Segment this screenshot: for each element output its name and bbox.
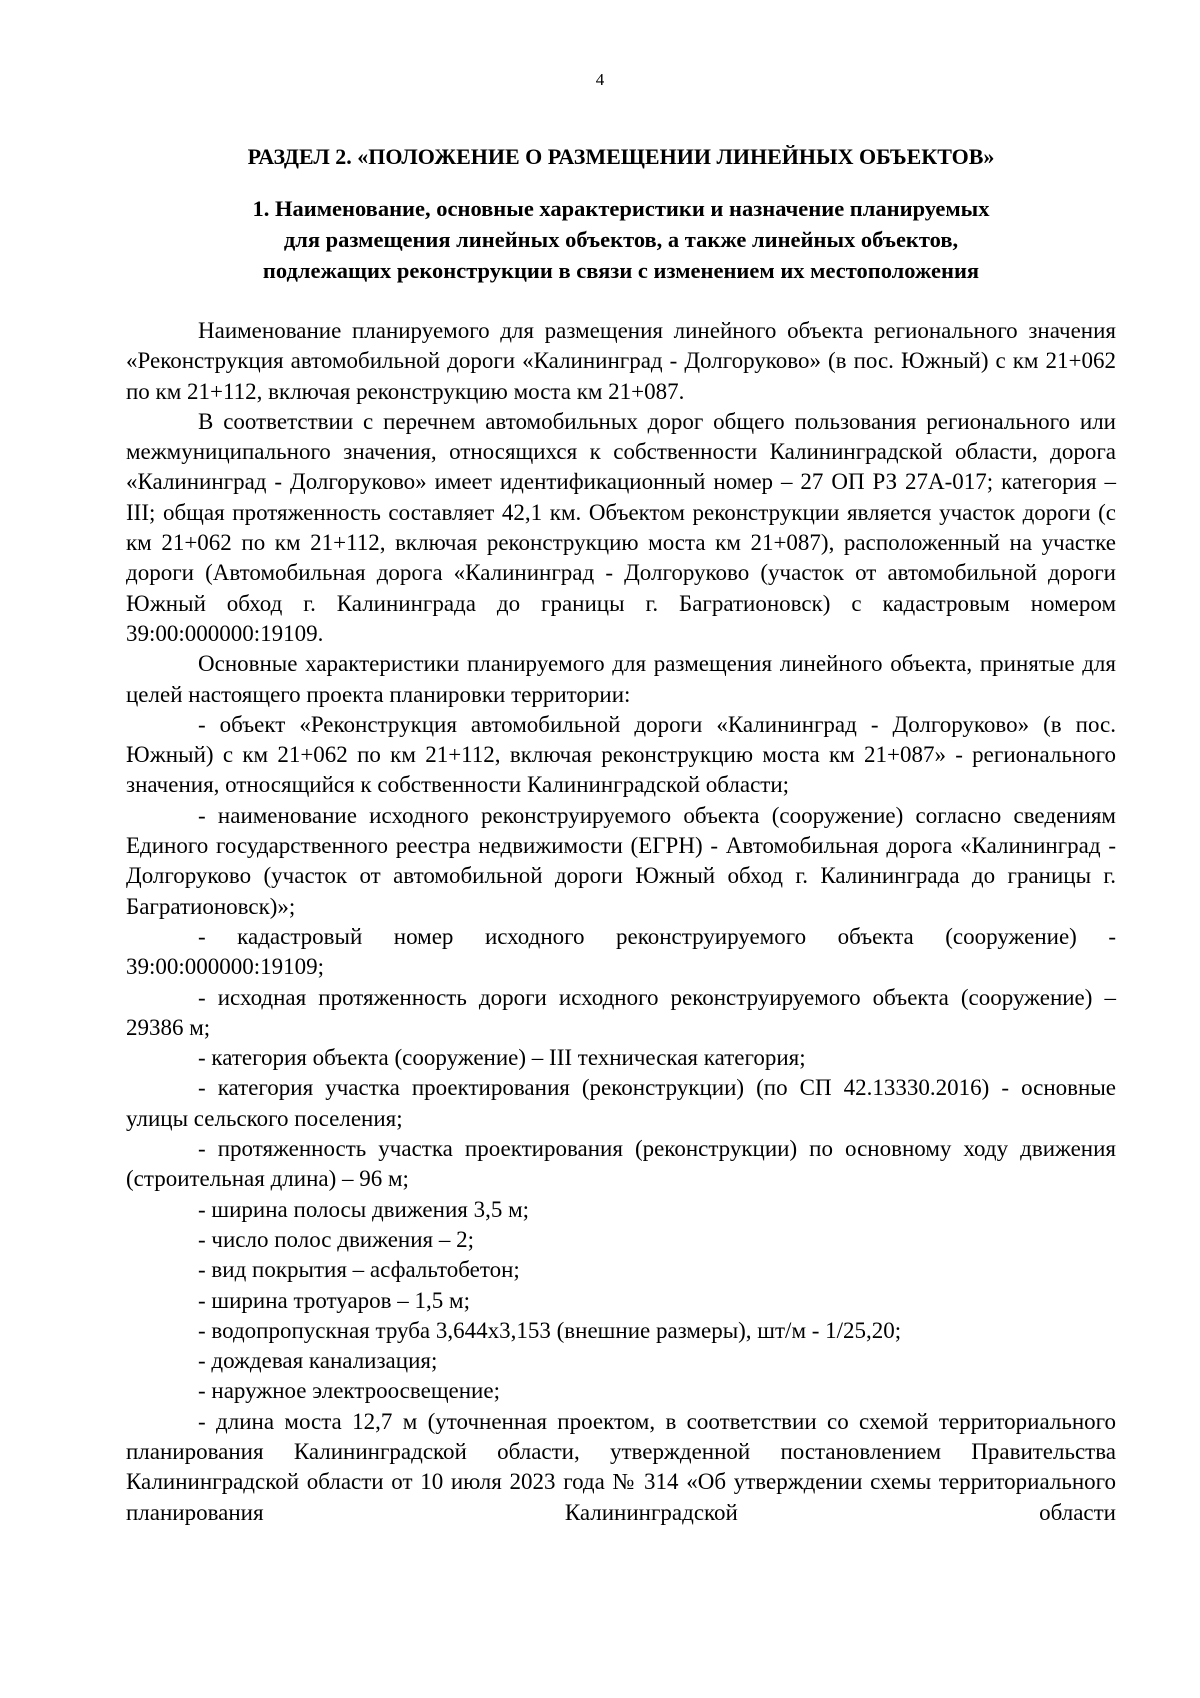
list-item: - число полос движения – 2; [198,1226,474,1252]
list-item: - наименование исходного реконструируемого объекта (сооружение) согласно сведениям Единого государственного реестра недвижимости (ЕГРН) - Автомобильная дорога «Калининград - Долгоруково (участок от автомобильной дороги Южный обход г. Калининграда до границы г. Багратионовск)»; [126,802,1116,919]
subsection-title-line: для размещения линейных объектов, а также линейных объектов, [283,227,959,252]
paragraph-object-name: Наименование планируемого для размещения линейного объекта регионального значения «Реконструкция автомобильной дороги «Калининград - Долгоруково» (в пос. Южный) с км 21+062 по км 21+112, включая реконструкцию моста км 21+087. [126,318,1116,404]
section-title: РАЗДЕЛ 2. «ПОЛОЖЕНИЕ О РАЗМЕЩЕНИИ ЛИНЕЙНЫХ ОБЪЕКТОВ» [247,144,995,169]
list-item: - категория участка проектирования (реконструкции) (по СП 42.13330.2016) - основные улицы сельского поселения; [126,1075,1116,1131]
list-item: - кадастровый номер исходного реконструируемого объекта (сооружение) - 39:00:000000:19109; [126,923,1116,980]
paragraph-road-list: В соответствии с перечнем автомобильных дорог общего пользования регионального или межмуниципального значения, относящихся к собственности Калининградской области, дорога «Калининград - Долгоруково» имеет идентификационный номер – 27 ОП РЗ 27А-017; категория – III; общая протяженность составляет 42,1 км. Объектом реконструкции является участок дороги (с км 21+062 по км 21+112, включая реконструкцию моста км 21+087), расположенный на участке дороги (Автомобильная дорога «Калининград - Долгоруково (участок от автомобильной дороги Южный обход г. Калининграда до границы г. Багратионовск) с кадастровым номером 39:00:000000:19109. [126,408,1116,646]
list-item: - ширина тротуаров – 1,5 м; [198,1287,470,1313]
list-item: - наружное электроосвещение; [198,1378,500,1404]
paragraph-main-characteristics: Основные характеристики планируемого для размещения линейного объекта, принятые для целей настоящего проекта планировки территории: [126,651,1116,707]
subsection-title-line: подлежащих реконструкции в связи с изменением их местоположения [262,258,980,283]
list-item: - дождевая канализация; [198,1348,438,1374]
list-item: - протяженность участка проектирования (реконструкции) по основному ходу движения (строительная длина) – 96 м; [126,1136,1116,1192]
list-item: - водопропускная труба 3,644х3,153 (внешние размеры), шт/м - 1/25,20; [198,1317,902,1343]
page-number: 4 [595,70,605,89]
list-item: - категория объекта (сооружение) – III техническая категория; [198,1045,806,1071]
list-item: - ширина полосы движения 3,5 м; [198,1196,530,1222]
subsection-title [126,193,1116,286]
list-item: - исходная протяженность дороги исходного реконструируемого объекта (сооружение) – 29386 м; [126,984,1116,1040]
list-item: - вид покрытия – асфальтобетон; [198,1257,520,1283]
body-text [126,316,1116,1528]
subsection-title-line: 1. Наименование, основные характеристики и назначение планируемых [252,196,990,221]
list-item: - объект «Реконструкция автомобильной дороги «Калининград - Долгоруково» (в пос. Южный) с км 21+062 по км 21+112, включая реконструкцию моста км 21+087» - регионального значения, относящийся к собственности Калининградской области; [126,711,1116,798]
list-item: - длина моста 12,7 м (уточненная проектом, в соответствии со схемой территориального планирования Калининградской области, утвержденной постановлением Правительства Калининградской области от 10 июля 2023 года № 314 «Об утверждении схемы территориального планирования Калининградской области [126,1408,1116,1525]
